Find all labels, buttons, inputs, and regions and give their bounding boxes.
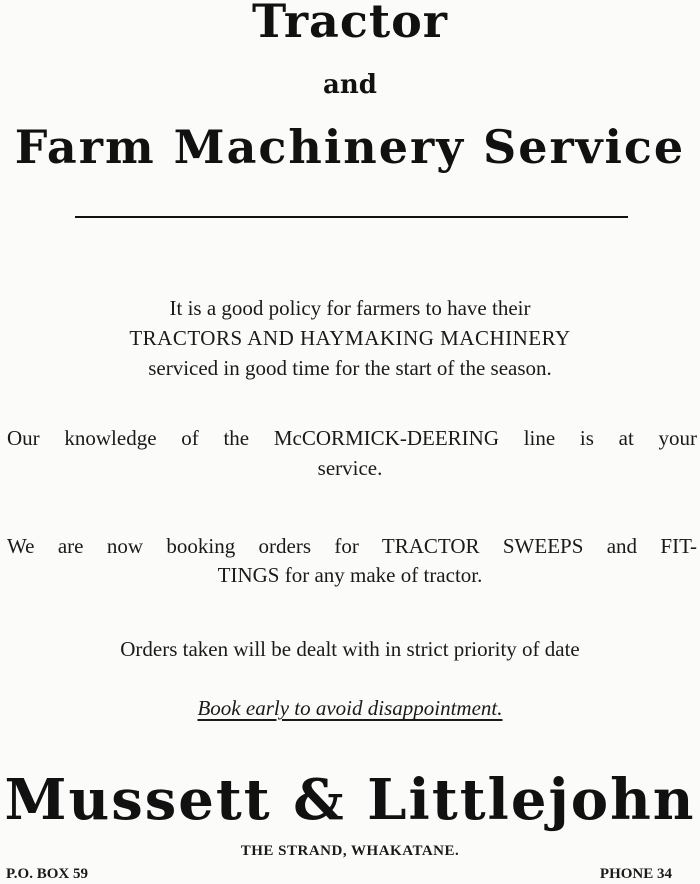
paragraph-policy-line2: TRACTORS AND HAYMAKING MACHINERY — [129, 326, 571, 350]
phone-number: PHONE 34 — [599, 866, 672, 882]
divider-rule — [75, 216, 628, 218]
paragraph-booking-line2: TINGS for any make of tractor. — [217, 563, 483, 587]
headline-farm-machinery-service: Farm Machinery Service — [14, 120, 686, 174]
paragraph-booking-line1: We are now booking orders for TRACTOR SWEEPS and FIT- — [7, 534, 697, 558]
headline-and: and — [323, 70, 377, 100]
po-box: P.O. BOX 59 — [6, 866, 88, 882]
paragraph-policy — [0, 293, 700, 383]
paragraph-book-early — [0, 693, 700, 723]
paragraph-knowledge-line1: Our knowledge of the McCORMICK-DEERING line is at your — [7, 426, 697, 450]
paragraph-policy-line3: serviced in good time for the start of the season. — [148, 356, 552, 380]
headline-tractor: Tractor — [251, 0, 449, 48]
firm-name: Mussett & Littlejohn — [4, 767, 696, 833]
firm-address: THE STRAND, WHAKATANE. — [240, 843, 460, 859]
paragraph-knowledge-line2: service. — [317, 456, 383, 480]
paragraph-policy-line1: It is a good policy for farmers to have their — [169, 296, 531, 320]
book-early-text: Book early to avoid disappointment. — [197, 696, 503, 720]
paragraph-priority: Orders taken will be dealt with in strict priority of date — [120, 637, 580, 661]
